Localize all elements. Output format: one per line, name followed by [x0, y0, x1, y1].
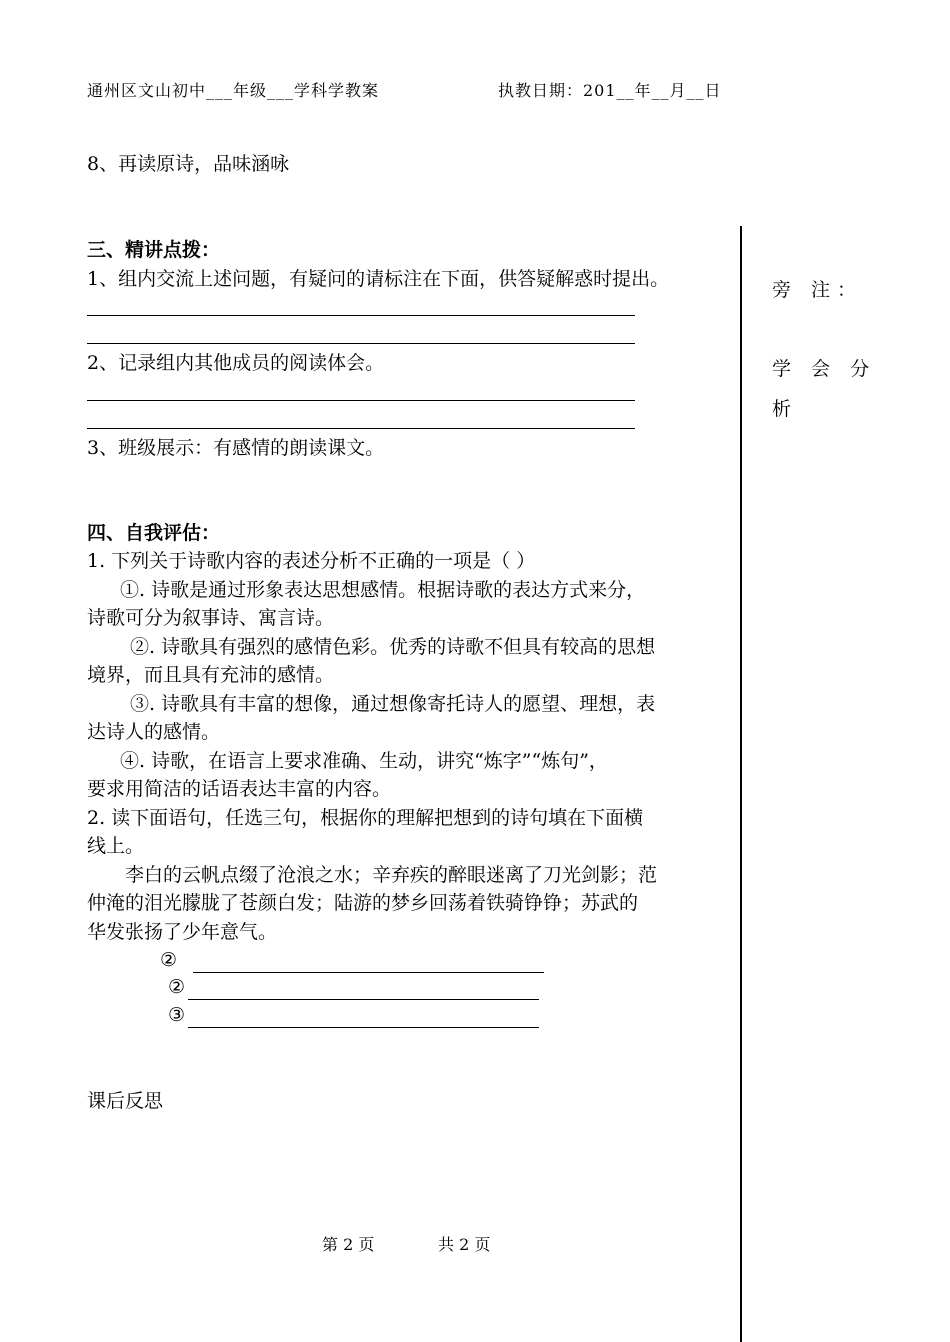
page-number: 第 2 页: [322, 1235, 375, 1254]
side-note-line-2: 析: [772, 398, 799, 420]
passage-line-2: 仲淹的泪光朦胧了苍颜白发；陆游的梦乡回荡着铁骑铮铮；苏武的: [87, 892, 639, 914]
answer-line: [87, 400, 635, 401]
answer-line: [87, 315, 635, 316]
side-note-label: 旁 注：: [772, 279, 864, 301]
answer-line: [87, 428, 635, 429]
question-2-line-1: 2. 读下面语句，任选三句，根据你的理解把想到的诗句填在下面横: [87, 807, 644, 829]
option-1-line-2: 诗歌可分为叙事诗、寓言诗。: [87, 607, 335, 629]
blank-line: [188, 999, 539, 1000]
blank-row-3: [168, 1001, 548, 1030]
option-4-line-2: 要求用简洁的话语表达丰富的内容。: [87, 778, 392, 800]
section-3-item-2: 2、记录组内其他成员的阅读体会。: [87, 352, 385, 374]
blank-line: [188, 1027, 539, 1028]
step-8: 8、再读原诗，品味涵咏: [87, 153, 290, 175]
answer-line: [87, 343, 635, 344]
section-3-item-3: 3、班级展示：有感情的朗读课文。: [87, 437, 385, 459]
question-2-line-2: 线上。: [87, 835, 145, 857]
side-note-line-1: 学 会 分: [772, 358, 877, 380]
blank-marker: ③: [168, 1004, 186, 1026]
passage-line-3: 华发张扬了少年意气。: [87, 921, 278, 943]
page-total: 共 2 页: [438, 1235, 491, 1254]
header-school-title: 通州区文山初中___年级___学科学教案: [87, 81, 380, 100]
option-3-line-1: ③. 诗歌具有丰富的想像，通过想像寄托诗人的愿望、理想，表: [130, 693, 656, 715]
blank-row-2: [168, 973, 548, 1002]
blank-marker: ②: [168, 976, 186, 998]
section-3-item-1: 1、组内交流上述问题，有疑问的请标注在下面，供答疑解惑时提出。: [87, 268, 670, 290]
question-1: 1. 下列关于诗歌内容的表述分析不正确的一项是（ ）: [87, 550, 536, 572]
margin-divider: [740, 226, 742, 1342]
option-2-line-2: 境界，而且具有充沛的感情。: [87, 664, 335, 686]
option-4-line-1: ④. 诗歌，在语言上要求准确、生动，讲究“炼字”“炼句”，: [120, 750, 608, 772]
header-date: 执教日期：201__年__月__日: [498, 81, 722, 100]
section-3-title: 三、精讲点拨：: [87, 239, 221, 261]
section-4-title: 四、自我评估：: [87, 522, 221, 544]
passage-line-1: 李白的云帆点缀了沧浪之水；辛弃疾的醉眼迷离了刀光剑影；范: [125, 864, 658, 886]
option-3-line-2: 达诗人的感情。: [87, 721, 221, 743]
blank-row-1: [160, 946, 550, 975]
reflection-label: 课后反思: [87, 1090, 164, 1112]
option-1-line-1: ①. 诗歌是通过形象表达思想感情。根据诗歌的表达方式来分，: [120, 579, 646, 601]
blank-marker: ②: [160, 949, 178, 971]
option-2-line-1: ②. 诗歌具有强烈的感情色彩。优秀的诗歌不但具有较高的思想: [130, 636, 656, 658]
